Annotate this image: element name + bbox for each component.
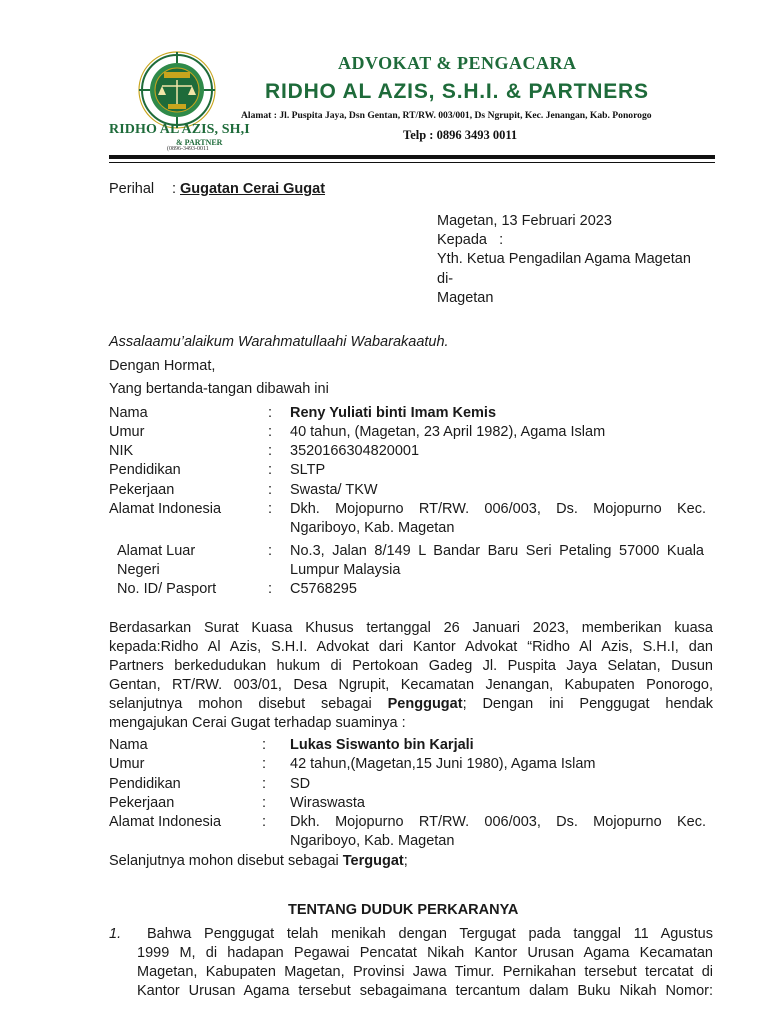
paragraph-line: Berdasarkan Surat Kuasa Khusus tertanggal 26 Januari 2023, memberikan kuasa <box>109 620 713 636</box>
field-label: Umur <box>109 424 145 440</box>
field-value: Dkh. Mojopurno RT/RW. 006/003, Ds. Mojopurno Kec. <box>290 814 706 830</box>
field-label: Pendidikan <box>109 462 181 478</box>
field-label: Alamat Indonesia <box>109 501 222 517</box>
subject-label: Perihal <box>109 181 155 197</box>
field-colon: : <box>268 581 273 597</box>
dengan-hormat: Dengan Hormat, <box>109 358 216 374</box>
field-label: Umur <box>109 756 145 772</box>
paragraph-line: 1999 M, di hadapan Pegawai Pencatat Nikah Kantor Urusan Agama Kecamatan <box>137 945 713 961</box>
text-run: Selanjutnya mohon disebut sebagai <box>109 853 339 869</box>
field-label: NIK <box>109 443 134 459</box>
field-value: C5768295 <box>290 581 357 597</box>
recipient-label: Kepada : <box>437 232 504 248</box>
field-label: Nama <box>109 737 148 753</box>
field-label: Pekerjaan <box>109 482 175 498</box>
field-value: No.3, Jalan 8/149 L Bandar Baru Seri Petaling 57000 Kuala <box>290 543 704 559</box>
field-colon: : <box>262 737 267 753</box>
salam: Assalaamu’alaikum Warahmatullaahi Wabarakaatuh. <box>109 334 449 350</box>
paragraph-line: kepada:Ridho Al Azis, S.H.I. Advokat dari Kantor Advokat “Ridho Al Azis, S.H.I, dan <box>109 639 713 655</box>
paragraph-line <box>109 695 713 714</box>
field-colon: : <box>262 795 267 811</box>
logo-partner-text: & PARTNER <box>176 138 223 147</box>
field-value: 3520166304820001 <box>290 443 420 459</box>
text-run: ; Dengan ini Penggugat hendak <box>462 696 713 712</box>
paragraph-line: Bahwa Penggugat telah menikah dengan Tergugat pada tanggal 11 Agustus <box>147 926 713 942</box>
field-colon: : <box>268 443 273 459</box>
field-value: SLTP <box>290 462 326 478</box>
recipient-di: di- <box>437 271 454 287</box>
field-label: Pekerjaan <box>109 795 175 811</box>
field-colon: : <box>268 405 273 421</box>
field-label: Pendidikan <box>109 776 181 792</box>
firm-name: RIDHO AL AZIS, S.H.I. & PARTNERS <box>265 80 649 103</box>
subject-value: Gugatan Cerai Gugat <box>180 181 326 197</box>
paragraph-line: Kantor Urusan Agama tersebut sebagaimana tercantum dalam Buku Nikah Nomor: <box>137 983 713 999</box>
field-label: No. ID/ Pasport <box>117 581 217 597</box>
recipient-city: Magetan <box>437 290 494 306</box>
field-label: Alamat Luar <box>117 543 196 559</box>
field-colon: : <box>268 482 273 498</box>
text-run-bold: Tergugat <box>342 853 404 869</box>
field-value-continued: Lumpur Malaysia <box>290 562 401 578</box>
list-number: 1. <box>109 926 122 942</box>
field-colon: : <box>262 814 267 830</box>
logo-phone: (0896-3493-0011 <box>167 146 209 152</box>
field-value: Reny Yuliati binti Imam Kemis <box>290 405 497 421</box>
paragraph-line: Magetan, Kabupaten Magetan, Provinsi Jawa Timur. Pernikahan tersebut tercatat di <box>137 964 713 980</box>
paragraph-line: Gentan, RT/RW. 003/01, Desa Ngrupit, Kecamatan Jenangan, Kabupaten Ponorogo, <box>109 677 713 693</box>
place-date: Magetan, 13 Februari 2023 <box>437 213 612 229</box>
text-run-bold: Penggugat <box>387 696 463 712</box>
field-value: 42 tahun,(Magetan,15 Juni 1980), Agama Islam <box>290 756 596 772</box>
text-run: selanjutnya mohon disebut sebagai <box>109 696 388 712</box>
field-value: 40 tahun, (Magetan, 23 April 1982), Agama Islam <box>290 424 606 440</box>
firm-phone: Telp : 0896 3493 0011 <box>403 128 518 142</box>
defendant-closing <box>109 852 408 871</box>
section-heading: TENTANG DUDUK PERKARANYA <box>288 902 519 918</box>
recipient-name: Yth. Ketua Pengadilan Agama Magetan <box>437 251 691 267</box>
field-value-continued: Ngariboyo, Kab. Magetan <box>290 833 455 849</box>
field-value: Swasta/ TKW <box>290 482 378 498</box>
paragraph-line: Partners berkedudukan hukum di Pertokoan Gadeg Jl. Puspita Jaya Selatan, Dusun <box>109 658 713 674</box>
header-rule-thin <box>109 162 715 163</box>
header-rule-thick <box>109 155 715 159</box>
intro-line: Yang bertanda-tangan dibawah ini <box>109 381 329 397</box>
field-value: Lukas Siswanto bin Karjali <box>290 737 474 753</box>
field-value-continued: Ngariboyo, Kab. Magetan <box>290 520 455 536</box>
field-label: Nama <box>109 405 148 421</box>
field-colon: : <box>268 501 273 517</box>
field-value: Dkh. Mojopurno RT/RW. 006/003, Ds. Mojopurno Kec. <box>290 501 706 517</box>
office-type: ADVOKAT & PENGACARA <box>338 53 577 73</box>
field-colon: : <box>262 756 267 772</box>
subject-colon: : <box>172 181 177 197</box>
firm-address: Alamat : Jl. Puspita Jaya, Dsn Gentan, RT/RW. 003/001, Ds Ngrupit, Kec. Jenangan, Kab. Ponorogo <box>241 110 652 121</box>
field-colon: : <box>268 543 273 559</box>
field-colon: : <box>262 776 267 792</box>
field-value: Wiraswasta <box>290 795 365 811</box>
field-label: Alamat Indonesia <box>109 814 222 830</box>
logo-firm-name: RIDHO AL AZIS, SH,I <box>109 122 250 137</box>
field-label-continued: Negeri <box>117 562 160 578</box>
text-run: ; <box>403 853 408 869</box>
paragraph-line: mengajukan Cerai Gugat terhadap suaminya : <box>109 715 406 731</box>
firm-logo <box>128 50 226 132</box>
field-colon: : <box>268 462 273 478</box>
field-colon: : <box>268 424 273 440</box>
field-value: SD <box>290 776 311 792</box>
